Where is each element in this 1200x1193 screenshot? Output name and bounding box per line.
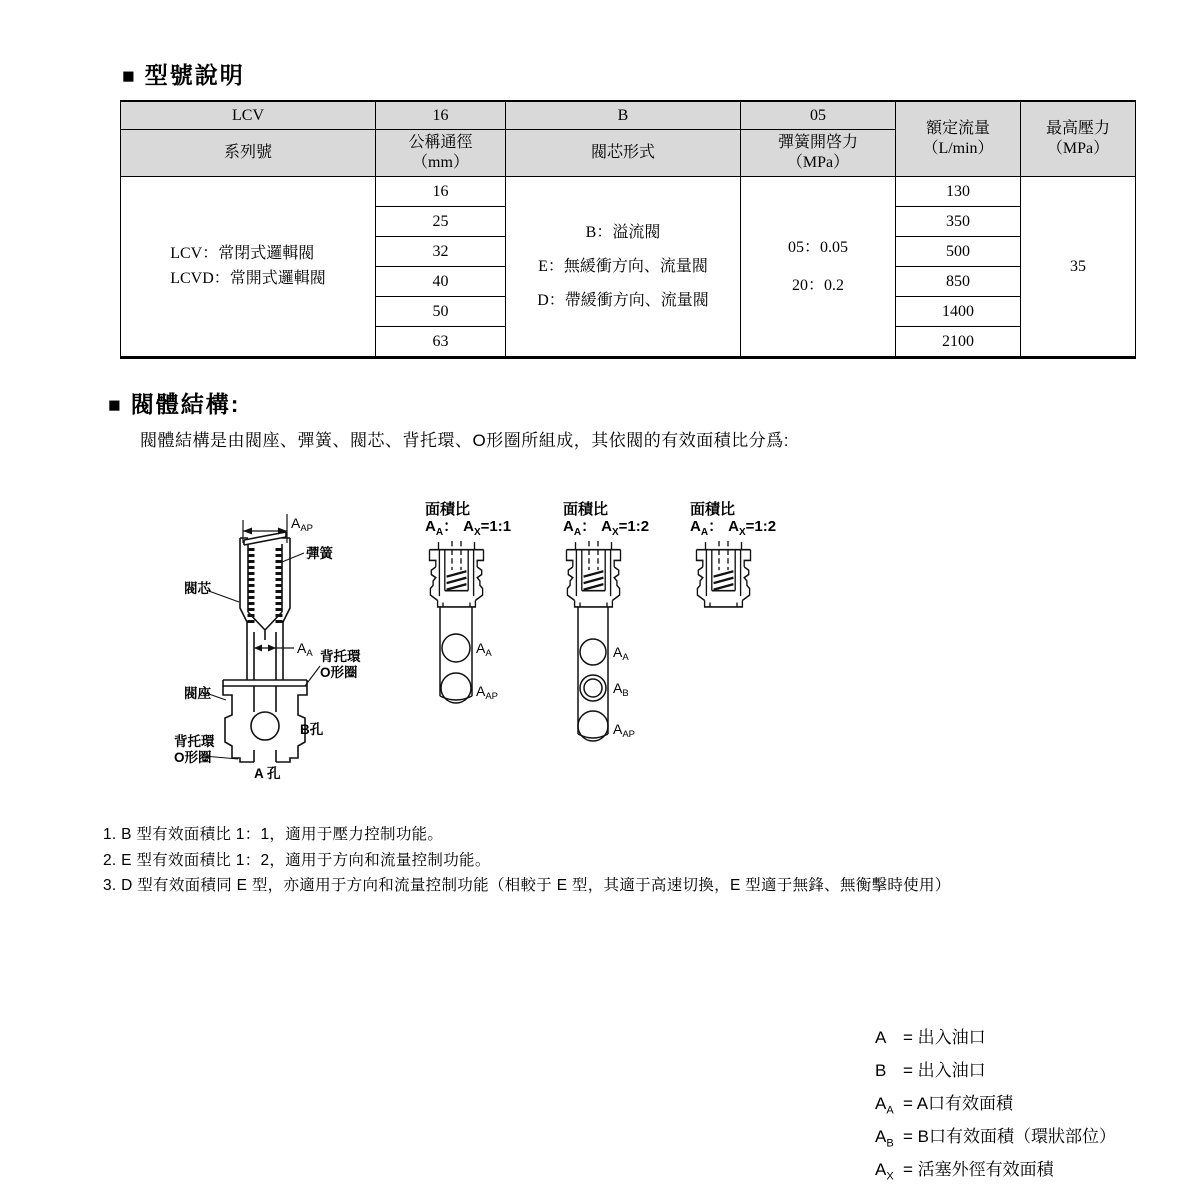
spool-type-b: B：溢流閥 xyxy=(585,223,661,241)
cell-size: 63 xyxy=(376,327,506,358)
spool-type-e: E：無緩衝方向、流量閥 xyxy=(538,257,708,275)
piston-tube xyxy=(578,607,608,741)
cell-flow: 1400 xyxy=(896,297,1021,327)
header-size xyxy=(376,130,506,177)
cell-size: 40 xyxy=(376,267,506,297)
aa-area-label: $A_A$ xyxy=(613,644,629,663)
cartridge-diagram-1-1 xyxy=(423,538,538,723)
structure-intro-text: 閥體結構是由閥座、彈簧、閥芯、背托環、O形圈所組成，其依閥的有效面積比分爲: xyxy=(140,431,789,450)
legend-row-aa: $A_A = A$口有效面積 xyxy=(875,1094,1014,1117)
area-ratio-value: $A_A$： $A_X=1:2$ xyxy=(690,518,777,538)
section-title-valve-structure xyxy=(108,386,240,419)
cell-size: 32 xyxy=(376,237,506,267)
model-code-table xyxy=(120,100,1136,359)
header-size-unit: （mm） xyxy=(412,154,469,171)
cartridge-diagram-3 xyxy=(688,538,768,618)
header-rated-flow xyxy=(896,101,1021,177)
area-ratio-header-1 xyxy=(425,501,511,541)
spring-force-20: 20：0.2 xyxy=(791,276,844,294)
aa-dimension-label: $A_A$ xyxy=(297,640,313,659)
port-b-label: B孔 xyxy=(300,722,324,737)
header-size-text: 公稱通徑 xyxy=(408,134,473,151)
area-ratio-title: 面積比 xyxy=(425,501,471,518)
cell-series-description xyxy=(121,177,376,358)
series-desc-lcv: LCV：常閉式邏輯閥 xyxy=(170,245,315,262)
cell-flow: 350 xyxy=(896,207,1021,237)
legend-row-ax: $A_X$ = 活塞外徑有效面積 xyxy=(875,1160,1054,1183)
back-ring-label-right: 背托環 xyxy=(320,649,361,664)
code-spool: B xyxy=(506,101,741,130)
spring-label: 彈簧 xyxy=(306,546,333,561)
cell-size: 50 xyxy=(376,297,506,327)
code-size: 16 xyxy=(376,101,506,130)
cell-flow: 500 xyxy=(896,237,1021,267)
cell-size: 16 xyxy=(376,177,506,207)
header-max-pressure-text: 最高壓力 xyxy=(1045,120,1110,137)
cell-spring-forces xyxy=(741,177,896,358)
header-spring-text: 彈簧開啓力 xyxy=(777,134,858,151)
port-a-label: A 孔 xyxy=(254,766,281,781)
header-max-pressure-unit: （MPa） xyxy=(1046,140,1110,157)
cell-spool-types xyxy=(506,177,741,358)
main-valve-cross-section xyxy=(170,500,405,785)
cell-max-pressure: 35 xyxy=(1021,177,1136,358)
section-title-model-code xyxy=(122,57,245,90)
legend-row-b: B = 出入油口 xyxy=(875,1061,986,1080)
section-title-text: 閥體結構: xyxy=(130,391,241,417)
cell-flow: 2100 xyxy=(896,327,1021,358)
note-3: 3. D 型有效面積同 E 型，亦適用于方向和流量控制功能（相較于 E 型，其適于高速切換，E 型適于無鋒、無衡擊時使用） xyxy=(103,877,951,894)
spring-force-05: 05：0.05 xyxy=(787,238,848,256)
square-bullet-icon: ■ xyxy=(122,65,137,88)
cell-flow: 130 xyxy=(896,177,1021,207)
area-ratio-header-3 xyxy=(690,501,776,541)
square-bullet-icon: ■ xyxy=(108,394,123,417)
note-2: 2. E 型有效面積比 1：2，適用于方向和流量控制功能。 xyxy=(103,851,491,869)
back-ring-label-bottom: 背托環 xyxy=(174,734,215,749)
area-ratio-header-2 xyxy=(563,501,649,541)
area-ratio-title: 面積比 xyxy=(563,501,609,518)
cell-size: 25 xyxy=(376,207,506,237)
symbol-legend xyxy=(875,1021,1116,1186)
aap-area-label: $A_{AP}$ xyxy=(613,721,636,740)
legend-row-ab: $A_B = B$口有效面積（環狀部位） xyxy=(875,1127,1116,1150)
aap-dimension-label: $A_{AP}$ xyxy=(291,515,314,534)
cartridge-diagram-1-2 xyxy=(558,538,678,753)
header-rated-flow-unit: （L/min） xyxy=(922,140,994,157)
aa-area-label: $A_A$ xyxy=(476,640,492,659)
o-ring-label-bottom: O形圈 xyxy=(174,750,212,765)
area-ratio-value: $A_A$： $A_X=1:2$ xyxy=(563,518,650,538)
type-notes xyxy=(103,822,951,899)
spool-type-d: D：帶緩衝方向、流量閥 xyxy=(537,291,709,309)
area-ratio-value: $A_A$： $A_X=1:1$ xyxy=(425,518,512,538)
ab-area-label: $A_B$ xyxy=(613,680,629,699)
header-spool-type: 閥芯形式 xyxy=(506,130,741,177)
legend-row-a: A = 出入油口 xyxy=(875,1028,986,1047)
o-ring-label-right: O形圈 xyxy=(320,665,358,680)
header-spring-unit: （MPa） xyxy=(786,154,850,171)
area-ratio-title: 面積比 xyxy=(690,501,736,518)
header-rated-flow-text: 額定流量 xyxy=(925,120,990,137)
seat-label: 閥座 xyxy=(184,686,211,701)
code-series: LCV xyxy=(121,101,376,130)
header-spring-force xyxy=(741,130,896,177)
section-title-text: 型號說明 xyxy=(144,62,245,88)
cell-flow: 850 xyxy=(896,267,1021,297)
series-desc-lcvd: LCVD：常開式邏輯閥 xyxy=(170,270,326,287)
spool-label: 閥芯 xyxy=(184,581,211,596)
piston-tube xyxy=(440,607,472,703)
code-spring: 05 xyxy=(741,101,896,130)
aap-area-label: $A_{AP}$ xyxy=(476,683,499,702)
header-series: 系列號 xyxy=(121,130,376,177)
header-max-pressure xyxy=(1021,101,1136,177)
note-1: 1. B 型有效面積比 1：1，適用于壓力控制功能。 xyxy=(103,826,444,843)
